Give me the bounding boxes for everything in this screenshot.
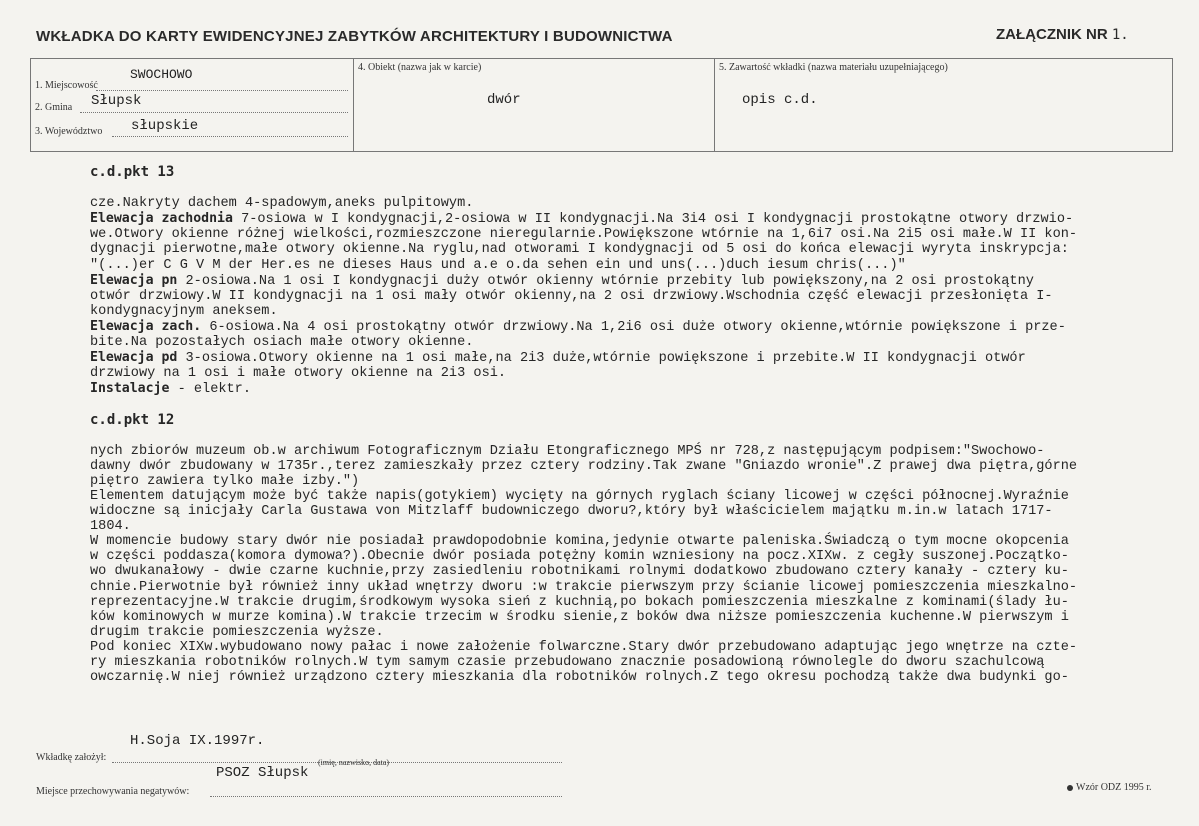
body-line: owczarnię.W niej również urządzono cztery mieszkania dla robotników rolnych.Z tego okresu pochodzą także dwa budynki go- xyxy=(90,670,1069,686)
body-line: drugim trakcie pomieszczenia wyższe. xyxy=(90,624,384,640)
body-line: 2-osiowa.Na 1 osi I kondygnacji duży otwór okienny wtórnie przebity lub powiększony,na 2 osi prostokątny xyxy=(177,273,1034,289)
compiled-by-label: Wkładkę założył: xyxy=(36,752,107,763)
form-header-box xyxy=(30,58,1173,152)
form-divider xyxy=(353,58,354,151)
body-line: "(...)er C G V M der Her.es ne dieses Haus und a.e o.da sehen ein und uns(...)duch iesum chris(...)" xyxy=(90,257,906,273)
commune-line xyxy=(80,112,348,113)
object-label: 4. Obiekt (nazwa jak w karcie) xyxy=(358,62,482,73)
body-line: w części poddasza(komora dymowa?).Obecnie dwór posiada potężny komin wzniesiony na pocz.XIXw. z cegły suszonej.Początko- xyxy=(90,549,1069,565)
form-version xyxy=(1067,782,1152,793)
body-line: kondygnacyjnym aneksem. xyxy=(90,303,278,319)
institution-value: PSOZ Słupsk xyxy=(216,765,309,781)
voivodeship-label: 3. Województwo xyxy=(35,126,103,137)
body-line: Elementem datującym może być także napis(gotykiem) wycięty na górnych ryglach ściany licowej w części północnej.Wyraźnie xyxy=(90,488,1069,504)
commune-label: 2. Gmina xyxy=(35,102,73,113)
section-heading: c.d.pkt 12 xyxy=(90,411,175,428)
section-heading: c.d.pkt 13 xyxy=(90,164,175,180)
body-line: cze.Nakryty dachem 4-spadowym,aneks pulpitowym. xyxy=(90,196,474,212)
body-line: Pod koniec XIXw.wybudowano nowy pałac i nowe założenie folwarczne.Stary dwór przebudowano adaptując jego wnętrze na czte- xyxy=(90,639,1078,655)
body-line: drzwiowy na 1 osi i małe otwory okienne na 2i3 osi. xyxy=(90,366,507,382)
body-line: nych zbiorów muzeum ob.w archiwum Fotograficznym Działu Etongraficznego MPŚ nr 728,z następującym podpisem:"Swochowo- xyxy=(90,443,1045,459)
compiled-by-value: H.Soja IX.1997r. xyxy=(130,733,265,749)
paragraph-label: Elewacja zach. xyxy=(90,318,202,334)
locality-value: SWOCHOWO xyxy=(130,67,193,82)
body-line: widoczne są inicjały Carla Gustawa von Mitzlaff budowniczego dworu?,który był właścicielem majątku m.in.w latach 1717- xyxy=(90,504,1053,520)
voivodeship-value: słupskie xyxy=(131,118,199,134)
compiled-by-hint: (imię, nazwisko, data) xyxy=(318,758,390,767)
negatives-line xyxy=(210,796,562,797)
body-line: dygnacji pierwotne,małe otwory okienne.Na ryglu,nad otworami I kondygnacji od 5 osi do końca elewacji wyryta inskrypcja: xyxy=(90,242,1069,258)
content-label: 5. Zawartość wkładki (nazwa materiału uzupełniającego) xyxy=(719,62,948,73)
document-title: WKŁADKA DO KARTY EWIDENCYJNEJ ZABYTKÓW ARCHITEKTURY I BUDOWNICTWA xyxy=(36,28,673,45)
body-line: piętro zawiera tylko małe izby.") xyxy=(90,473,360,489)
voivodeship-line xyxy=(112,136,348,137)
locality-label: 1. Miejscowość xyxy=(35,80,98,91)
body-line: - elektr. xyxy=(169,382,251,398)
body-line: 7-osiowa w I kondygnacji,2-osiowa w II kondygnacji.Na 3i4 osi I kondygnacji prostokątne otwory drzwio- xyxy=(232,212,1074,228)
body-line: dawny dwór zbudowany w 1735r.,terez zamieszkały przez cztery rodziny.Tak zwane "Gniazdo wronie".Z prawej dwa piętra,górne xyxy=(90,458,1078,474)
bullet-icon xyxy=(1067,785,1073,791)
object-value: dwór xyxy=(487,92,521,108)
body-line: W momencie budowy stary dwór nie posiadał prawdopodobnie komina,jedynie otwarte paleniska.Świadczą o tym mocne okopcenia xyxy=(90,534,1069,550)
form-version-text: Wzór ODZ 1995 r. xyxy=(1076,782,1152,793)
commune-value: Słupsk xyxy=(91,93,142,109)
body-line: we.Otwory okienne różnej wielkości,rozmieszczone nieregularnie.Powiększone wtórnie na 1,6i7 osi.Na 2i5 osi małe.W II kon- xyxy=(90,227,1078,243)
body-line: ków kominowych w murze komina).W trakcie trzecim w środku sienie,z boków dwa niższe pomieszczenia kuchenne.W pierwszym i xyxy=(90,609,1069,625)
body-line: wo dwukanałowy - dwie czarne kuchnie,przy zasiedleniu robotnikami rolnymi dodatkowo zbudowano cztery kanały - cztery ku- xyxy=(90,564,1069,580)
body-line: otwór drzwiowy.W II kondygnacji na 1 osi mały otwór okienny,na 2 osi drzwiowy.Wschodnia część elewacji przesłonięta I- xyxy=(90,288,1053,304)
paragraph-label: Elewacja pd xyxy=(90,350,178,366)
locality-line xyxy=(96,90,348,91)
annex-label: ZAŁĄCZNIK NR xyxy=(996,26,1108,43)
form-divider xyxy=(714,58,715,151)
paragraph-label: Elewacja zachodnia xyxy=(90,211,233,227)
body-line: 1804. xyxy=(90,519,131,535)
document-body xyxy=(90,165,1120,685)
body-line: 3-osiowa.Otwory okienne na 1 osi małe,na 2i3 duże,wtórnie powiększone i przebite.W II kondygnacji otwór xyxy=(177,351,1026,367)
paragraph-label: Elewacja pn xyxy=(90,272,178,288)
body-line: ry mieszkania robotników rolnych.W tym samym czasie przebudowano znacznie posadowioną równolegle do dworu szachulcową xyxy=(90,655,1045,670)
paragraph-label: Instalacje xyxy=(90,381,170,397)
negatives-label: Miejsce przechowywania negatywów: xyxy=(36,786,190,797)
annex-number xyxy=(996,26,1129,43)
body-line: reprezentacyjne.W trakcie drugim,środkowym wysoka sień z kuchnią,po bokach pomieszczenia mieszkalne z kominami(ślady łu- xyxy=(90,594,1069,610)
content-value: opis c.d. xyxy=(742,92,818,108)
body-line: chnie.Pierwotnie był również inny układ wnętrzy dworu :w trakcie pierwszym przy ścianie licowej pomieszczenia mieszkalno- xyxy=(90,579,1078,595)
body-line: 6-osiowa.Na 4 osi prostokątny otwór drzwiowy.Na 1,2i6 osi duże otwory okienne,wtórnie powiększone i prze- xyxy=(201,319,1066,335)
annex-value: 1. xyxy=(1111,27,1129,43)
body-line: bite.Na pozostałych osiach małe otwory okienne. xyxy=(90,335,474,351)
